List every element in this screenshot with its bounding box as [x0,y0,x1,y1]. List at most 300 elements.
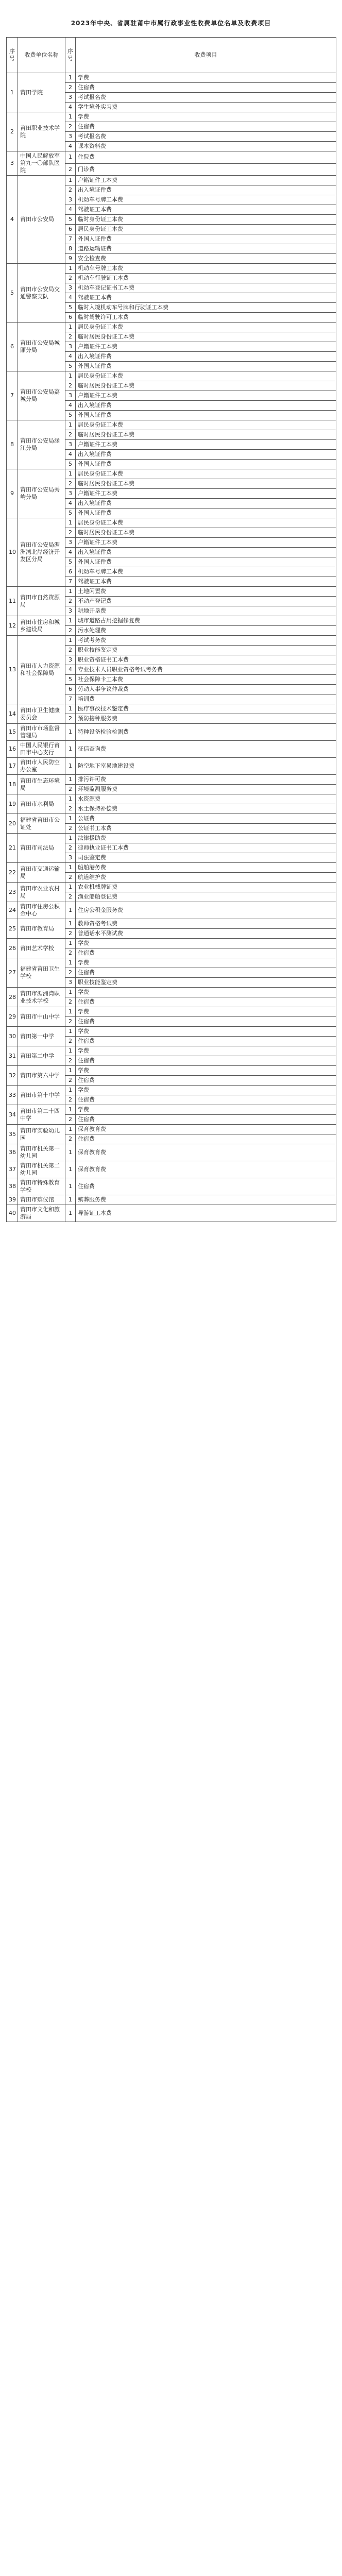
fee-item: 驾驶证工本费 [76,293,336,303]
unit-name: 莆田市农业农村局 [18,883,65,902]
fee-item: 机动车号牌工本费 [76,264,336,274]
item-number: 1 [65,371,76,381]
unit-name: 莆田市交通运输局 [18,863,65,883]
item-number: 1 [65,1007,76,1017]
unit-name: 莆田市公安局城厢分局 [18,323,65,371]
item-number: 4 [65,401,76,411]
fee-item: 土地闲置费 [76,587,336,597]
fee-item: 培训费 [76,694,336,704]
fee-item: 学费 [76,1007,336,1017]
item-number: 1 [65,1046,76,1056]
item-number: 1 [65,704,76,714]
fee-item: 学费 [76,958,336,968]
group-number: 31 [7,1046,18,1066]
item-number: 5 [65,557,76,567]
fee-item: 住宿费 [76,997,336,1007]
group-number: 3 [7,151,18,176]
fee-item: 住宿费 [76,1178,336,1195]
fee-item: 临时居民身份证工本费 [76,381,336,391]
item-number: 2 [65,714,76,724]
fee-item: 保育教育费 [76,1144,336,1161]
item-number: 6 [65,225,76,234]
item-number: 1 [65,420,76,430]
item-number: 1 [65,834,76,843]
group-number: 1 [7,73,18,112]
group-number: 14 [7,704,18,724]
fee-item: 临时居民身份证工本费 [76,332,336,342]
unit-name: 福建省莆田市公证处 [18,814,65,834]
group-number: 35 [7,1125,18,1144]
fee-item: 外国人证件费 [76,411,336,420]
item-number: 5 [65,509,76,518]
item-number: 2 [65,785,76,794]
fee-item: 保育教育费 [76,1125,336,1134]
table-row [7,420,336,430]
fee-item: 户籍证件工本费 [76,538,336,548]
table-row [7,1125,336,1134]
table-row [7,616,336,626]
group-number: 20 [7,814,18,834]
item-number: 4 [65,450,76,460]
item-number: 1 [65,794,76,804]
item-number: 1 [65,518,76,528]
fee-item: 户籍证件工本费 [76,342,336,352]
table-row [7,151,336,164]
table-row [7,863,336,873]
item-number: 1 [65,883,76,892]
fee-item: 机动车行驶证工本费 [76,274,336,283]
table-row [7,1178,336,1195]
item-number: 4 [65,665,76,675]
group-number: 16 [7,741,18,758]
item-number: 2 [65,646,76,655]
item-number: 7 [65,234,76,244]
item-number: 1 [65,1195,76,1205]
table-row [7,469,336,479]
table-row [7,1086,336,1095]
item-number: 2 [65,274,76,283]
item-number: 7 [65,694,76,704]
fee-item: 住宿费 [76,968,336,978]
item-number: 3 [65,132,76,142]
group-number: 40 [7,1205,18,1222]
fee-item: 学生境外实习费 [76,103,336,112]
item-number: 1 [65,814,76,824]
fee-item: 外国人证件费 [76,460,336,469]
item-number: 1 [65,988,76,997]
unit-name: 莆田市公安局涵江分局 [18,420,65,469]
item-number: 4 [65,103,76,112]
table-row [7,883,336,892]
unit-name: 莆田市公安局交通警察支队 [18,264,65,323]
group-number: 39 [7,1195,18,1205]
fee-item: 保育教育费 [76,1161,336,1178]
item-number: 4 [65,352,76,362]
fee-item: 普通话水平测试费 [76,929,336,939]
table-row [7,73,336,83]
table-row [7,794,336,804]
item-number: 2 [65,997,76,1007]
group-number: 22 [7,863,18,883]
unit-name: 莆田市实验幼儿园 [18,1125,65,1144]
group-number: 23 [7,883,18,902]
unit-name: 莆田市第十中学 [18,1086,65,1105]
item-number: 2 [65,163,76,176]
item-number: 1 [65,469,76,479]
unit-name: 莆田艺术学校 [18,939,65,958]
table-row [7,724,336,741]
fee-item: 专业技术人员职业资格考试考务费 [76,665,336,675]
fee-item: 导游证工本费 [76,1205,336,1222]
table-row [7,1066,336,1076]
item-number: 3 [65,195,76,205]
fee-item: 住宿费 [76,1095,336,1105]
item-number: 2 [65,332,76,342]
fee-item: 居民身份证工本费 [76,518,336,528]
fee-item: 驾驶证工本费 [76,205,336,215]
item-number: 2 [65,1037,76,1046]
fee-item: 法律援助费 [76,834,336,843]
item-number: 2 [65,1017,76,1027]
item-number: 5 [65,411,76,420]
group-number: 4 [7,176,18,264]
item-number: 4 [65,548,76,557]
group-number: 5 [7,264,18,323]
item-number: 2 [65,1134,76,1144]
fee-item: 居民身份证工本费 [76,225,336,234]
table-row [7,741,336,758]
item-number: 2 [65,929,76,939]
item-number: 2 [65,185,76,195]
item-number: 1 [65,958,76,968]
unit-name: 莆田市住房公积金中心 [18,902,65,919]
group-number: 33 [7,1086,18,1105]
fee-item: 出入境证件费 [76,450,336,460]
unit-name: 莆田市第二十四中学 [18,1105,65,1125]
group-number: 11 [7,587,18,616]
item-number: 2 [65,824,76,834]
table-row [7,758,336,775]
item-number: 2 [65,597,76,606]
item-number: 2 [65,83,76,93]
fee-item: 临时身份证工本费 [76,215,336,225]
table-row [7,518,336,528]
item-number: 1 [65,758,76,775]
fee-item: 出入境证件费 [76,548,336,557]
fee-item: 劳动人事争议仲裁费 [76,685,336,694]
fee-item: 出入境证件费 [76,401,336,411]
fee-item: 预防接种服务费 [76,714,336,724]
item-number: 1 [65,1205,76,1222]
header-sub-no: 序号 [65,38,76,73]
fee-item: 临时驾驶许可工本费 [76,313,336,323]
item-number: 1 [65,151,76,164]
item-number: 1 [65,264,76,274]
fee-item: 考试报名费 [76,93,336,103]
table-row [7,704,336,714]
fee-item: 出入境证件费 [76,499,336,509]
fee-item: 居民身份证工本费 [76,323,336,332]
item-number: 1 [65,1027,76,1037]
fee-item: 临时居民身份证工本费 [76,479,336,489]
fee-item: 外国人证件费 [76,234,336,244]
item-number: 1 [65,775,76,785]
item-number: 6 [65,313,76,323]
item-number: 6 [65,685,76,694]
group-number: 8 [7,420,18,469]
fee-item: 医疗事故技术鉴定费 [76,704,336,714]
group-number: 19 [7,794,18,814]
item-number: 1 [65,919,76,929]
item-number: 1 [65,1144,76,1161]
fee-item: 外国人证件费 [76,362,336,371]
item-number: 1 [65,741,76,758]
unit-name: 莆田市公安局荔城分局 [18,371,65,420]
fee-item: 考试报名费 [76,132,336,142]
unit-name: 莆田市机关第一幼儿园 [18,1144,65,1161]
item-number: 1 [65,1066,76,1076]
table-row [7,1205,336,1222]
item-number: 5 [65,362,76,371]
table-row [7,919,336,929]
group-number: 2 [7,112,18,151]
item-number: 3 [65,489,76,499]
item-number: 3 [65,978,76,988]
unit-name: 莆田第一中学 [18,1027,65,1046]
unit-name: 莆田市司法局 [18,834,65,863]
item-number: 1 [65,1125,76,1134]
item-number: 3 [65,342,76,352]
item-number: 1 [65,863,76,873]
item-number: 3 [65,283,76,293]
fee-item: 防空地下室易地建设费 [76,758,336,775]
unit-name: 莆田市中山中学 [18,1007,65,1027]
item-number: 2 [65,968,76,978]
table-row [7,323,336,332]
fee-item: 排污许可费 [76,775,336,785]
table-row [7,112,336,122]
group-number: 15 [7,724,18,741]
item-number: 2 [65,804,76,814]
unit-name: 莆田市教育局 [18,919,65,939]
item-number: 3 [65,93,76,103]
table-row [7,834,336,843]
fee-item: 考试考务费 [76,636,336,646]
fee-item: 机动车号牌工本费 [76,567,336,577]
item-number: 5 [65,303,76,313]
item-number: 2 [65,873,76,883]
item-number: 1 [65,1086,76,1095]
fee-item: 环境监测服务费 [76,785,336,794]
item-number: 2 [65,1056,76,1066]
table-body [7,73,336,1222]
group-number: 21 [7,834,18,863]
group-number: 17 [7,758,18,775]
fee-item: 污水处理费 [76,626,336,636]
fee-item: 户籍证件工本费 [76,489,336,499]
fee-item: 住宿费 [76,1134,336,1144]
unit-name: 莆田学院 [18,73,65,112]
unit-name: 莆田职业技术学院 [18,112,65,151]
unit-name: 莆田市人力资源和社会保障局 [18,636,65,704]
unit-name: 福建省莆田卫生学校 [18,958,65,988]
fee-item: 渔业船舶登记费 [76,892,336,902]
table-row [7,371,336,381]
item-number: 4 [65,293,76,303]
fee-item: 外国人证件费 [76,509,336,518]
fee-item: 临时居民身份证工本费 [76,430,336,440]
fee-item: 职业资格证书工本费 [76,655,336,665]
group-number: 26 [7,939,18,958]
fee-item: 机动车登记证书工本费 [76,283,336,293]
item-number: 4 [65,205,76,215]
fee-item: 学费 [76,1046,336,1056]
item-number: 1 [65,1161,76,1178]
item-number: 8 [65,244,76,254]
fee-item: 学费 [76,1027,336,1037]
fee-item: 水资源费 [76,794,336,804]
item-number: 1 [65,587,76,597]
table-row [7,587,336,597]
table-row [7,958,336,968]
fee-item: 航道维护费 [76,873,336,883]
unit-name: 莆田市殡仪馆 [18,1195,65,1205]
group-number: 32 [7,1066,18,1086]
group-number: 25 [7,919,18,939]
item-number: 2 [65,843,76,853]
fee-item: 职业技能鉴定费 [76,646,336,655]
table-row [7,939,336,948]
fee-item: 城市道路占用挖掘修复费 [76,616,336,626]
fee-item: 出入境证件费 [76,352,336,362]
fee-item: 住房公积金服务费 [76,902,336,919]
item-number: 2 [65,1076,76,1086]
group-number: 18 [7,775,18,794]
fee-item: 机动车号牌工本费 [76,195,336,205]
table-row [7,636,336,646]
item-number: 9 [65,254,76,264]
item-number: 3 [65,655,76,665]
unit-name: 莆田市市场监督管理局 [18,724,65,741]
fee-item: 职业技能鉴定费 [76,978,336,988]
fee-item: 水土保持补偿费 [76,804,336,814]
group-number: 24 [7,902,18,919]
item-number: 2 [65,1095,76,1105]
fee-item: 农业机械牌证费 [76,883,336,892]
fee-item: 居民身份证工本费 [76,420,336,430]
item-number: 3 [65,853,76,863]
table-row [7,1027,336,1037]
group-number: 27 [7,958,18,988]
item-number: 2 [65,122,76,132]
item-number: 1 [65,112,76,122]
item-number: 1 [65,724,76,741]
item-number: 2 [65,948,76,958]
unit-name: 莆田市生态环境局 [18,775,65,794]
fee-item: 特种设备检验检测费 [76,724,336,741]
unit-name: 莆田市文化和旅游局 [18,1205,65,1222]
fee-item: 耕地开垦费 [76,606,336,616]
group-number: 13 [7,636,18,704]
fee-item: 课本资料费 [76,142,336,151]
table-row [7,902,336,919]
item-number: 2 [65,528,76,538]
item-number: 1 [65,1178,76,1195]
fee-item: 住宿费 [76,1115,336,1125]
unit-name: 中国人民解放军第九一〇部队医院 [18,151,65,176]
unit-name: 中国人民银行莆田市中心支行 [18,741,65,758]
fee-item: 社会保障卡工本费 [76,675,336,685]
item-number: 5 [65,675,76,685]
header-unit: 收费单位名称 [18,38,65,73]
item-number: 1 [65,902,76,919]
fee-item: 公证书工本费 [76,824,336,834]
table-row [7,1046,336,1056]
table-row [7,1105,336,1115]
fee-item: 学费 [76,112,336,122]
fee-item: 学费 [76,1086,336,1095]
item-number: 1 [65,1105,76,1115]
fee-item: 临时入境机动车号牌和行驶证工本费 [76,303,336,313]
fee-item: 船舶港务费 [76,863,336,873]
item-number: 1 [65,73,76,83]
fee-item: 户籍证件工本费 [76,176,336,185]
group-number: 9 [7,469,18,518]
table-header-row [7,38,336,73]
group-number: 12 [7,616,18,636]
fee-item: 临时居民身份证工本费 [76,528,336,538]
item-number: 4 [65,499,76,509]
fee-item: 外国人证件费 [76,557,336,567]
unit-name: 莆田市水利局 [18,794,65,814]
item-number: 3 [65,538,76,548]
fee-item: 住宿费 [76,1037,336,1046]
item-number: 1 [65,176,76,185]
table-row [7,1161,336,1178]
fee-item: 住宿费 [76,1076,336,1086]
unit-name: 莆田第二中学 [18,1046,65,1066]
item-number: 4 [65,142,76,151]
item-number: 1 [65,323,76,332]
unit-name: 莆田市住房和城乡建设局 [18,616,65,636]
fee-item: 户籍证件工本费 [76,391,336,401]
item-number: 6 [65,567,76,577]
group-number: 28 [7,988,18,1007]
unit-name: 莆田市机关第二幼儿园 [18,1161,65,1178]
unit-name: 莆田市第六中学 [18,1066,65,1086]
fee-item: 学费 [76,939,336,948]
item-number: 7 [65,577,76,587]
item-number: 3 [65,440,76,450]
unit-name: 莆田市公安局秀屿分局 [18,469,65,518]
group-number: 10 [7,518,18,587]
item-number: 2 [65,892,76,902]
group-number: 34 [7,1105,18,1125]
table-row [7,814,336,824]
fee-item: 不动产登记费 [76,597,336,606]
fee-item: 司法鉴定费 [76,853,336,863]
document-page [0,0,342,1243]
fee-item: 道路运输证费 [76,244,336,254]
fee-item: 住宿费 [76,1056,336,1066]
unit-name: 莆田市特殊教育学校 [18,1178,65,1195]
fee-item: 安全检查费 [76,254,336,264]
table-row [7,176,336,185]
unit-name: 莆田市湄洲湾职业技术学校 [18,988,65,1007]
fee-item: 学费 [76,988,336,997]
unit-name: 莆田市公安局湄洲湾北岸经济开发区分局 [18,518,65,587]
item-number: 3 [65,391,76,401]
